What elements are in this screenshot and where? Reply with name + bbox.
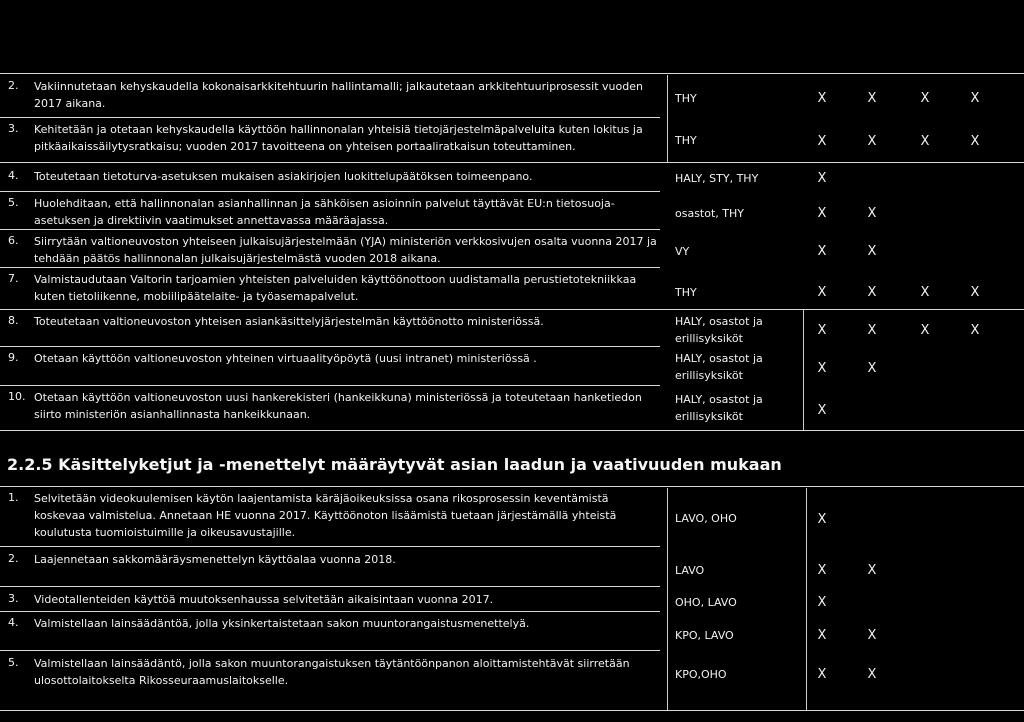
row-number: 2. — [8, 552, 19, 565]
table-rule — [0, 546, 660, 547]
row-text: Huolehditaan, että hallinnonalan asianhallinnan ja sähköisen asioinnin palvelut täyttävät EU:n tietosuoja-asetuksen ja direktiivin vaatimukset annettavassa määräajassa. — [34, 197, 615, 227]
marks — [812, 402, 1012, 419]
marks — [812, 133, 1012, 150]
responsible: THY — [675, 286, 697, 299]
column-rule — [667, 75, 668, 163]
mark-x: X — [867, 323, 877, 338]
row-text: Toteutetaan tietoturva-asetuksen mukaisen asiakirjojen luokittelupäätöksen toimeenpano. — [34, 170, 533, 183]
mark-x: X — [970, 323, 980, 338]
responsible: THY — [675, 134, 697, 147]
row-text: Valmistellaan lainsäädäntö, jolla sakon muuntorangaistuksen täytäntöönpanon aloittamistehtävät siirretään ulosottolaitokselta Rikosseuraamuslaitokselle. — [34, 657, 630, 687]
row-number: 3. — [8, 592, 19, 605]
responsible: HALY, osastot ja erillisyksiköt — [675, 315, 763, 345]
table-rule — [0, 430, 1024, 431]
row-number: 1. — [8, 491, 19, 504]
marks — [812, 170, 1012, 187]
responsible: THY — [675, 92, 697, 105]
row-number: 4. — [8, 169, 19, 182]
row-text: Videotallenteiden käyttöä muutoksenhaussa selvitetään aikaisintaan vuonna 2017. — [34, 593, 494, 606]
marks — [812, 511, 1012, 528]
row-text: Selvitetään videokuulemisen käytön laajentamista käräjäoikeuksissa osana rikosprosessin keventämistä koskevaa valmistelua. Annetaan HE vuonna 2017. Käyttöönoton lisäämistä tuetaan järjestämällä yhteistä koulutusta tuomioistuimille ja oikeusavustajille. — [34, 492, 617, 539]
mark-x: X — [867, 206, 877, 221]
column-rule — [803, 310, 804, 430]
mark-x: X — [970, 134, 980, 149]
row-text: Kehitetään ja otetaan kehyskaudella käyttöön hallinnonalan yhteisiä tietojärjestelmäpalveluita kuten lokitus ja pitkäaikaissäilytysratkaisu; vuoden 2017 tavoitteena on yhteisen portaaliratkaisun toteuttaminen. — [34, 123, 643, 153]
marks — [812, 627, 1012, 644]
row-text: Otetaan käyttöön valtioneuvoston uusi hankerekisteri (hankeikkuna) ministeriössä ja toteutetaan hanketiedon siirto ministeriön asianhallinnasta hankeikkunaan. — [34, 391, 642, 421]
row-number: 9. — [8, 351, 19, 364]
row-number: 10. — [8, 390, 26, 403]
table-rule — [0, 586, 660, 587]
mark-x: X — [817, 563, 827, 578]
marks — [812, 243, 1012, 260]
marks — [812, 666, 1012, 683]
responsible: osastot, THY — [675, 207, 744, 220]
row-text: Valmistaudutaan Valtorin tarjoamien yhteisten palveluiden käyttöönottoon uudistamalla perustietotekniikkaa kuten tietoliikenne, mobiilipäätelaite- ja työasemapalvelut. — [34, 273, 637, 303]
mark-x: X — [817, 667, 827, 682]
mark-x: X — [817, 206, 827, 221]
mark-x: X — [817, 285, 827, 300]
responsible: OHO, LAVO — [675, 596, 737, 609]
table-rule — [0, 650, 660, 651]
marks — [812, 322, 1012, 339]
mark-x: X — [920, 91, 930, 106]
mark-x: X — [817, 171, 827, 186]
row-number: 2. — [8, 79, 19, 92]
section-heading: 2.2.5 Käsittelyketjut ja -menettelyt määräytyvät asian laadun ja vaativuuden mukaan — [7, 455, 782, 474]
row-number: 3. — [8, 122, 19, 135]
mark-x: X — [867, 244, 877, 259]
mark-x: X — [867, 91, 877, 106]
column-rule — [806, 488, 807, 710]
responsible: HALY, osastot ja erillisyksiköt — [675, 352, 763, 382]
mark-x: X — [867, 134, 877, 149]
marks — [812, 360, 1012, 377]
mark-x: X — [920, 134, 930, 149]
table-rule — [0, 191, 660, 192]
mark-x: X — [817, 403, 827, 418]
mark-x: X — [970, 91, 980, 106]
marks — [812, 562, 1012, 579]
row-number: 5. — [8, 656, 19, 669]
row-number: 8. — [8, 314, 19, 327]
mark-x: X — [817, 323, 827, 338]
table-rule — [0, 117, 660, 118]
mark-x: X — [867, 667, 877, 682]
mark-x: X — [817, 628, 827, 643]
mark-x: X — [867, 361, 877, 376]
table-rule — [0, 162, 1024, 163]
table-rule — [0, 73, 1024, 74]
table-rule — [0, 486, 1024, 487]
table-rule — [0, 611, 660, 612]
table-rule — [0, 385, 660, 386]
row-text: Vakiinnutetaan kehyskaudella kokonaisarkkitehtuurin hallintamalli; jalkautetaan arkkitehtuuriprosessit vuoden 2017 aikana. — [34, 80, 643, 110]
table-rule — [0, 346, 660, 347]
mark-x: X — [867, 628, 877, 643]
table-rule — [0, 710, 1024, 711]
row-text: Laajennetaan sakkomääräysmenettelyn käyttöalaa vuonna 2018. — [34, 553, 396, 566]
marks — [812, 594, 1012, 611]
responsible: LAVO — [675, 564, 705, 577]
mark-x: X — [817, 91, 827, 106]
row-text: Siirrytään valtioneuvoston yhteiseen julkaisujärjestelmään (YJA) ministeriön verkkosivujen osalta vuonna 2017 ja tehdään päätös hallinnonalan julkaisujärjestelmästä vuoden 2018 aikana. — [34, 235, 657, 265]
mark-x: X — [817, 244, 827, 259]
mark-x: X — [817, 134, 827, 149]
row-number: 6. — [8, 234, 19, 247]
row-number: 7. — [8, 272, 19, 285]
mark-x: X — [920, 285, 930, 300]
mark-x: X — [817, 595, 827, 610]
mark-x: X — [867, 563, 877, 578]
row-text: Toteutetaan valtioneuvoston yhteisen asiankäsittelyjärjestelmän käyttöönotto ministeriössä. — [34, 315, 544, 328]
table-rule — [0, 229, 660, 230]
row-number: 4. — [8, 616, 19, 629]
marks — [812, 205, 1012, 222]
mark-x: X — [817, 512, 827, 527]
responsible: HALY, STY, THY — [675, 172, 759, 185]
row-number: 5. — [8, 196, 19, 209]
mark-x: X — [817, 361, 827, 376]
responsible: HALY, osastot ja erillisyksiköt — [675, 393, 763, 423]
table-rule — [0, 267, 660, 268]
row-text: Otetaan käyttöön valtioneuvoston yhteinen virtuaalityöpöytä (uusi intranet) ministeriössä . — [34, 352, 537, 365]
row-text: Valmistellaan lainsäädäntöä, jolla yksinkertaistetaan sakon muuntorangaistusmenettelyä. — [34, 617, 530, 630]
mark-x: X — [920, 323, 930, 338]
column-rule — [667, 488, 668, 710]
responsible: VY — [675, 245, 690, 258]
marks — [812, 284, 1012, 301]
responsible: LAVO, OHO — [675, 512, 737, 525]
table-rule — [0, 309, 1024, 310]
responsible: KPO,OHO — [675, 668, 727, 681]
responsible: KPO, LAVO — [675, 629, 734, 642]
mark-x: X — [867, 285, 877, 300]
mark-x: X — [970, 285, 980, 300]
marks — [812, 90, 1012, 107]
